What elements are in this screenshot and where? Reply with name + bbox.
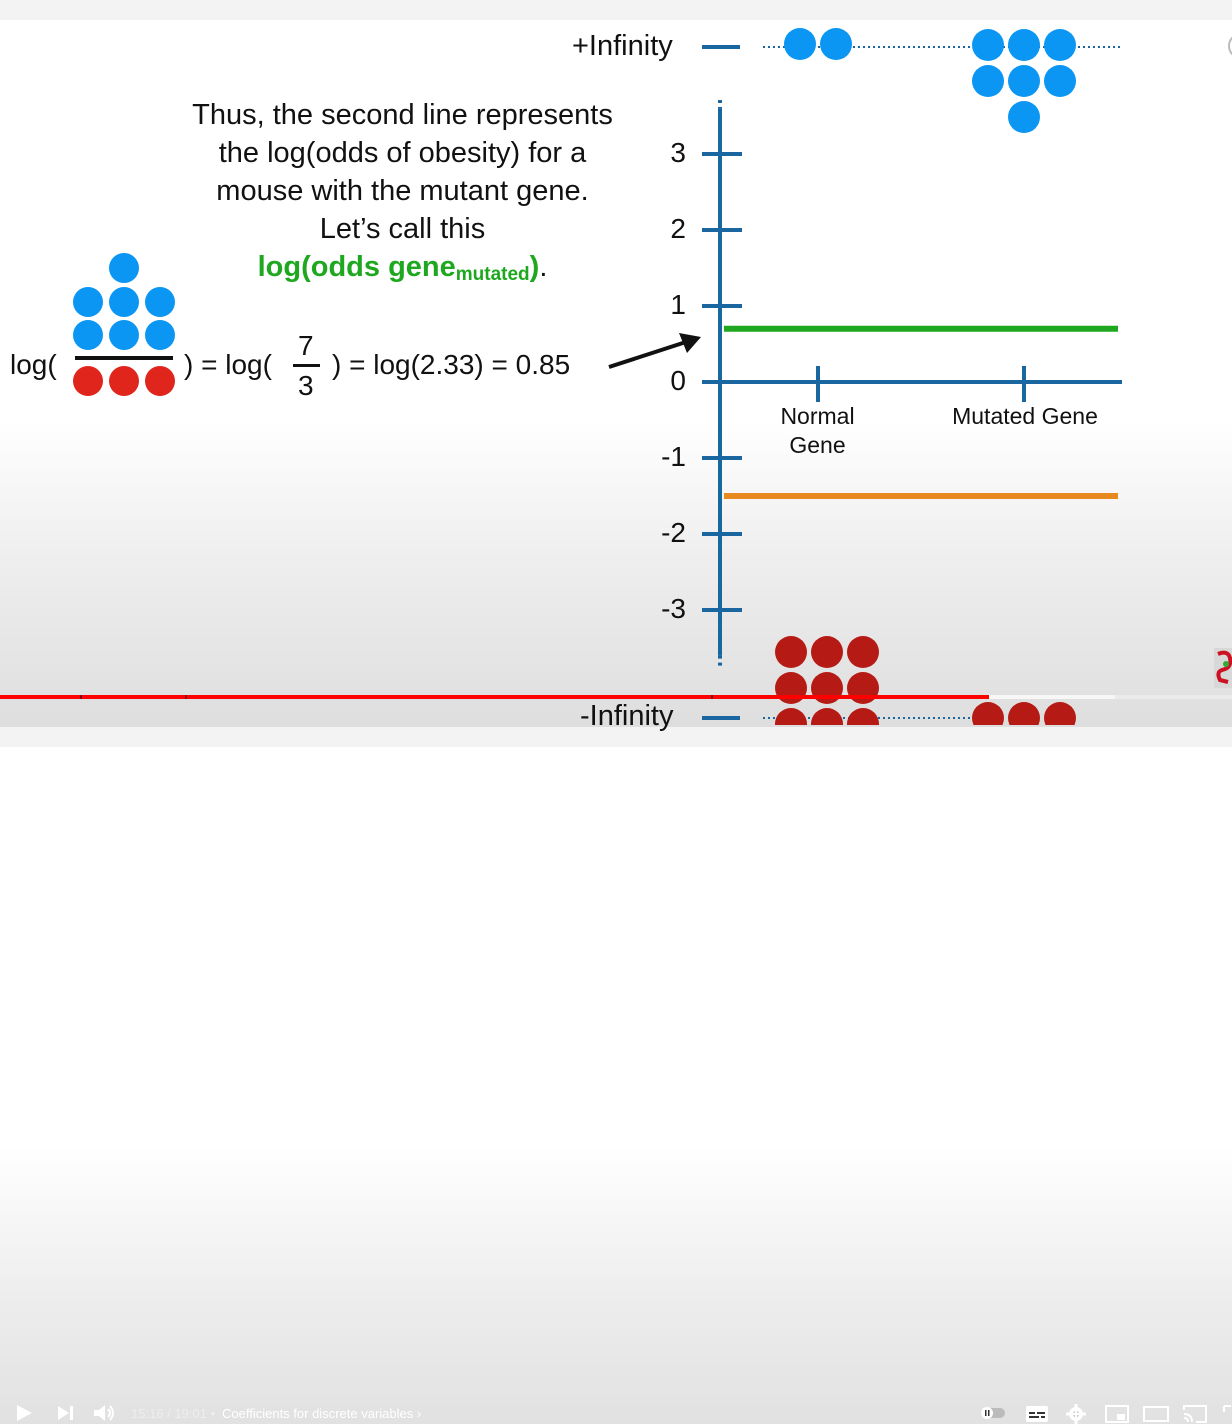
- blue-dot: [73, 287, 103, 317]
- top-mutated-mouse-dot: [972, 65, 1004, 97]
- y-tick-label: 3: [670, 137, 686, 168]
- time-separator: /: [163, 1406, 175, 1421]
- subtitles-icon[interactable]: [1025, 1405, 1049, 1423]
- y-tick-label: -2: [661, 517, 686, 548]
- fullscreen-icon[interactable]: [1222, 1404, 1232, 1424]
- player-controls: [0, 695, 1232, 1421]
- red-dot: [145, 366, 175, 396]
- blue-dot: [73, 320, 103, 350]
- settings-icon[interactable]: [1066, 1404, 1086, 1424]
- equation-result: ) = log(2.33) = 0.85: [332, 349, 571, 380]
- chevron-right-icon: ›: [416, 1406, 422, 1421]
- chapter-title: Coefficients for discrete variables: [222, 1406, 414, 1421]
- bottom-normal-mouse-dot: [847, 636, 879, 668]
- play-icon[interactable]: [14, 1404, 34, 1422]
- theater-icon[interactable]: [1143, 1405, 1169, 1423]
- bottom-normal-mouse-dot: [775, 636, 807, 668]
- fraction-numerator: 7: [298, 330, 314, 361]
- fraction-denominator: 3: [298, 370, 314, 401]
- minus-infinity-label: -Infinity: [580, 700, 674, 732]
- bottom-normal-mouse-dot: [811, 636, 843, 668]
- plus-infinity-label: +Infinity: [572, 30, 673, 62]
- top-mutated-mouse-dot: [972, 29, 1004, 61]
- red-dot: [109, 366, 139, 396]
- blue-dot: [109, 253, 139, 283]
- top-mutated-mouse-dot: [1008, 101, 1040, 133]
- autoplay-toggle-icon[interactable]: [980, 1406, 1006, 1420]
- equation-log-open: log(: [10, 349, 57, 380]
- cast-icon[interactable]: [1182, 1404, 1208, 1424]
- term-main: log(odds gene: [257, 251, 456, 283]
- y-tick-label: 0: [670, 365, 686, 396]
- top-mutated-mouse-dot: [1044, 65, 1076, 97]
- time-total: 19:01: [174, 1406, 207, 1421]
- red-dot: [73, 366, 103, 396]
- y-tick-label: -3: [661, 593, 686, 624]
- next-icon[interactable]: [56, 1405, 76, 1421]
- explanation-line-2: the log(odds of obesity) for a: [218, 137, 587, 169]
- top-mutated-mouse-dot: [1008, 29, 1040, 61]
- top-mutated-mouse-dot: [1044, 29, 1076, 61]
- term-subscript: mutated: [455, 264, 530, 285]
- more-options-button[interactable]: [1228, 33, 1232, 59]
- mice-fraction-dots: [70, 250, 180, 400]
- fraction-line: [293, 364, 320, 367]
- top-mutated-mouse-dot: [1008, 65, 1040, 97]
- y-tick-label: 2: [670, 213, 686, 244]
- explanation-line-4: Let’s call this: [319, 213, 486, 245]
- term-period: .: [539, 251, 548, 283]
- time-current: 15:16: [131, 1406, 164, 1421]
- equation-middle: ) = log(: [184, 349, 272, 380]
- explanation-line-3: mouse with the mutant gene.: [216, 175, 589, 207]
- blue-dot: [145, 320, 175, 350]
- fraction-bar: [75, 356, 173, 360]
- volume-icon[interactable]: [93, 1403, 117, 1423]
- channel-logo-icon[interactable]: [1214, 648, 1232, 688]
- chapter-bullet: •: [210, 1406, 216, 1421]
- term-close: ): [529, 251, 540, 283]
- blue-dot: [109, 287, 139, 317]
- top-normal-mouse-dot: [784, 28, 816, 60]
- blue-dot: [109, 320, 139, 350]
- category-label-normal: Normal Gene: [780, 403, 855, 458]
- y-tick-label: -1: [661, 441, 686, 472]
- y-tick-label: 1: [670, 289, 686, 320]
- chapter-title-button[interactable]: [222, 1406, 421, 1421]
- blue-dot: [145, 287, 175, 317]
- category-label-mutated: Mutated Gene: [952, 403, 1098, 429]
- miniplayer-icon[interactable]: [1105, 1405, 1129, 1423]
- explanation-line-1: Thus, the second line represents: [192, 99, 613, 131]
- time-display: [131, 1406, 215, 1421]
- top-normal-mouse-dot: [820, 28, 852, 60]
